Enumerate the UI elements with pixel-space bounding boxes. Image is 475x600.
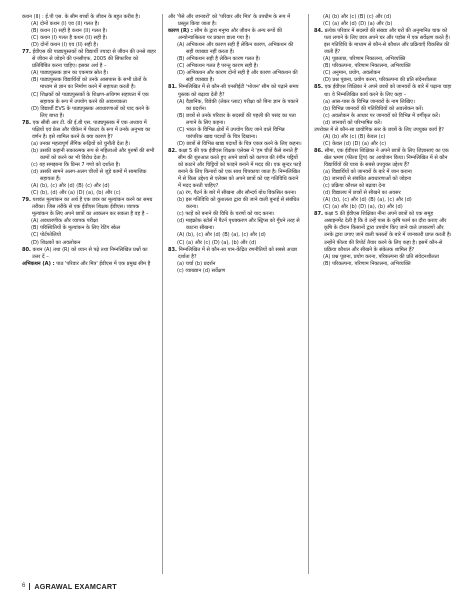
column-2: [168, 14, 302, 275]
question-number: 81.: [168, 84, 177, 91]
question-number: 77.: [22, 49, 31, 56]
answer-option: (a) रंग, पैटर्न के बारे में सीखना और सौन्दर्य बोध विकसित करना।: [177, 190, 297, 197]
column-3: [314, 14, 452, 268]
answer-option: (A) (b) और (c) (B) केवल (c): [323, 133, 386, 140]
statement: [168, 28, 302, 42]
answer-option: (A) अवधारणीक और व्यापक परीक्षा: [31, 218, 98, 225]
question-number: 87.: [314, 211, 323, 218]
statement: [168, 14, 302, 28]
answer-option: (d) उसकी सामने अलग-अलग चीजों से जुड़े कामों में सामाजिक सहायता हैं।: [31, 169, 147, 183]
answer-option: (c) अवलोकन के आधार पर जानवरों को विभिन्न में वर्गीकृत करें।: [323, 112, 440, 119]
answer-option: (B) छात्रों से उनके परिवार के सदस्यों की पहली की पसंद का पता लगाने के लिए कहना।: [177, 112, 296, 126]
answer-option: (C) अनुमान, प्रयोग, अवलोकन: [323, 70, 381, 77]
footer-divider: [29, 583, 30, 590]
answer-option: (C) भारत के विभिन्न क्षेत्रों में उपयोग किए जाने वाले विभिन्न पारंपरिक खाद्य पदार्थों के चित्र दिखाना।: [177, 126, 285, 140]
answer-option: (C) (a) और (b) (D) (a), (b) और (d): [323, 204, 403, 211]
answer-option: (a) विद्यार्थियों को जानवरों के बारे में जान कराना: [323, 169, 412, 176]
question: [314, 84, 452, 98]
answer-option: (c) प्रक्रिया कौशल को बढ़ावा देना: [323, 183, 386, 190]
statement-text: सीम के द्वारा मनुष्य और जीवन के अन्य रूपों की अन्योन्याश्रितता पर प्रकाश डाला गया है।: [178, 28, 283, 42]
question-text: एक ईवीएस शिक्षिका ने अपने छात्रों को जानवरों के बारे में पढ़ाना चाहा था। वे निम्नलिखित कार्य करने के लिए कहा –: [324, 84, 452, 98]
statement-text: उपरोक्त में से कौन-सा प्रायोगिक स्तर के छात्रों के लिए उपयुक्त कार्य है?: [314, 126, 444, 133]
answer-option: (B) परिस्थितियों के मूल्यांकन के लिए रेटिंग स्केल: [31, 225, 121, 232]
question-text: कक्षा 5 की ईवीएस शिक्षिका नीना अपने छात्रों को एक समूह असाइनमेंट देती है कि वे उन्हें पास के कृषि फार्म का दौरा कराए और कृषि के दौरान किसानों द्वारा उपयोग किए जाने वाले उपकरणों और उनके द्वारा उगाए जाने वाली फसलों के बारे में जानकारी प्राप्त करती है। उन्होंने फील्ड की रिपोर्ट तैयार करने के लिए कहा है। इसमें कौन-से प्रक्रिया कौशल और सीखने के संकेतक शामिल हैं?: [324, 211, 452, 253]
answer-option: (d) विद्यालय में छात्रों से सीखने का अवसर: [323, 190, 401, 197]
question: [168, 247, 302, 261]
answer-option: (D) विद्यार्थी EVS के पाठ्यपुस्तक अवधारणाओं को याद करने के लिए बाध्य है।: [31, 105, 150, 119]
statement-text: और 'पैसे और जानवरों' को 'परिवार और मित्र' के उपधीम के रूप में प्रस्तुत किया जाता है।: [168, 14, 291, 28]
statement-text: पाठ 'परिवार और मित्र' ईवीएस में एक प्रमुख सीम है: [56, 260, 151, 267]
answer-option: (B) परिकल्पना, परिणाम निकालना, अभिव्यक्ति: [323, 63, 411, 70]
answer-option: (D) प्रश्न पूछना, प्रयोग करना, परिकल्पना की प्रति संदेनशीलता: [323, 77, 437, 84]
answer-option: (d) जानवरों को परिभाषित करें।: [323, 119, 382, 126]
statement: [314, 127, 452, 134]
question-text: कथन (A) तथा (R) को ध्यान से पढ़े तथा निम्नलिखित प्रश्नों का उत्तर दें –: [32, 246, 148, 260]
answer-option: (a) चर्चा (b) प्रदर्शन: [177, 260, 216, 267]
publisher-brand: AGRAWAL EXAMCART: [34, 581, 117, 591]
answer-option: (b) जानवरों से संबंधित अवधारणाओं को जोड़ना: [323, 176, 412, 183]
answer-option: (b) विभिन्न जानवरों की गतिविधियों को अवलोकन करें।: [323, 105, 424, 112]
statement-text: कथन (II) : ई.पी एस. के सीम बच्चों के जीवन के बहुत करीब है।: [22, 14, 140, 20]
answer-option: (C) (b), (d) और (a) (D) (a), (b) और (c): [31, 190, 121, 197]
statement: [22, 14, 156, 21]
answer-option: (C) केवल (d) (D) (a) और (c): [323, 140, 387, 147]
question: [314, 148, 452, 169]
question-text: यशवंत मूल्यांकन का अर्थ है एक छात्र का मूल्यांकन करने का समग्र तरीका। जिस तरीके से एक ईवीएस शिक्षक ईवीएस। व्यापक मूल्यांकन के लिए अपने छात्रों का आकलन कर सकता है वह है –: [32, 197, 153, 218]
answer-option: (d) माइक्रोफ़ स्टोर्स में पैटर्न पृथक्करण और स्ट्रिप्स को गूँथने तरह से काटना सीखना।: [177, 218, 300, 232]
question-text: कक्षा 5 की एक ईवीएस शिक्षक एलेक्स ने 'हम चीज़ें कैसे बनाते हैं' सीम की शुरुआत करते हुए अपने छात्रों को कागज की रंगीन पट्टियों को काटने और चिट्टियों को फाड़ने बनाने में मदद की। एक सुन्दर फाड़ें बनाने के लिए किनारों को एक साथ चिपकाया जाता है। निम्नलिखित में से किस उद्देश्य से एलेक्स को अपने छात्रों को यह गतिविधि कराने में मदद करती चाहिए?: [178, 147, 302, 190]
answer-option: (B) कथन (I) सही है कथन (II) गलत है।: [31, 28, 108, 35]
statement-label: अभिकथन (A) :: [22, 260, 55, 267]
answer-option: (C) अभिकथन गलत है परन्तु कारण सही है।: [177, 63, 259, 70]
question-text: निम्नलिखित में से कौन-सी एनसीईटी 'भोजन' सीम को पढ़ाने समय पुस्तक को बढ़ावा देती है?: [178, 84, 299, 98]
column-divider: [308, 14, 309, 574]
answer-option: (D) अभिकथन और कारण दोनों सही है और कारण अभिकथन की सही व्याख्या है।: [177, 70, 298, 84]
answer-option: (A) दोनों कथन (I) एव (II) गलत है।: [31, 21, 100, 28]
page-footer: [22, 580, 117, 592]
answer-option: (B) परिकल्पना, परिणाम निकालना, अभिव्यक्ति: [323, 260, 411, 267]
question-number: 86.: [314, 147, 323, 154]
answer-option: (A) (b), (c) और (d) (B) (a), (c) और (d): [177, 232, 266, 239]
answer-option: (C) (a) और (d) (D) (a) और (b): [323, 21, 393, 28]
question: [314, 28, 452, 56]
answer-option: (b) इस गतिविधि को कुशलता द्वारा की जाने वाली बुनाई से संबंधित करना।: [177, 197, 300, 211]
answer-option: (A) प्रश्न पूछना, प्रयोग करना, परिकल्पना की प्रति संवेदनशीलता: [323, 253, 439, 260]
answer-option: (c) यह समझाना कि प्रिन्स 7 गणो को दर्शाता है।: [31, 161, 121, 168]
question-text: एक सीबी आर टी. की ई.बी एस. पाठ्यपुस्तक में एक अध्याय में पक्षियों एवं फ्रेस और चीकेन में पेंकटर के रूप में उनके अनुभव का वर्णन है। इसे शामिल करने के क्या कारण है?: [32, 119, 151, 140]
answer-option: (A) अभिकथन और कारण सही हैं लेकिन कारण, अभिकथन की सही व्याख्या नहीं करता है।: [177, 42, 294, 56]
question-number: 80.: [22, 246, 31, 253]
question-text: सीमा, एक ईवीएस शिक्षिका ने अपने छात्रों के लिए जिज्ञासाएं का एक खेल भ्रमण (फील्ड ट्रिप) का आयोजन किया। निम्नलिखित में से कौन विद्यार्थियों की यात्रा के सबसे उपयुक्त उद्देश्य हैं?: [324, 147, 449, 168]
statement-label: कारण (R) :: [168, 28, 193, 35]
question: [168, 84, 302, 98]
question: [22, 247, 156, 261]
answer-option: (B) पाठ्यपुस्तक विद्यार्थियों को उनके आसपास के सभी प्रोतों के माध्यम से ज्ञान का निर्माण करने में सहायता करती है।: [31, 77, 147, 91]
page-number: 6: [22, 583, 26, 589]
answer-option: (D) दोनों कथन (I) एव (II) सही है।: [31, 42, 98, 49]
question-text: निम्नलिखित में से कौन-सा पान-केंद्रित रणनीतियों को सबसे अच्छा दर्शाता है?: [178, 246, 298, 260]
question-number: 82.: [168, 147, 177, 154]
answer-option: (C) शिक्षकों को पाठ्यपुस्तकों के शिक्षण-अधिगम सहायता में एक सहायक के रूप में उपयोग करने की आवश्यकता: [31, 91, 149, 105]
column-divider: [162, 14, 163, 574]
answer-option: (A) पूछताछ, परिणाम निकालना, अभिव्यक्ति: [323, 56, 406, 63]
answer-option: (C) कथन (I) गलत है कथन (II) सही है।: [31, 35, 108, 42]
column-1: [22, 14, 156, 268]
question: [22, 49, 156, 70]
answer-option: (c) फाड़ें को बनाने की विधि के चरणों को याद करना।: [177, 211, 275, 218]
answer-option: (b) उसकी कहानी सकारत्मक रूप से महिलाओं और पुरुषों की सभी कामों को करने का भी विरोध देता है।: [31, 147, 155, 161]
answer-option: (a) आस-पास के विभिन्न जानवरों के नाम लिखिए।: [323, 98, 415, 105]
answer-option: (A) (b), (c) और (d) (B) (a), (c) और (d): [323, 197, 412, 204]
question-number: 79.: [22, 197, 31, 204]
answer-option: (C) पोर्टफोलियो: [31, 232, 61, 239]
answer-option: (D) छात्रों से विभिन्न खाद्य पदार्थों के चित्र एकत्र करने के लिए कहना।: [177, 140, 302, 147]
question-number: 78.: [22, 119, 31, 126]
question: [168, 148, 302, 190]
answer-option: (D) शिक्षकों का अवलोकन: [31, 239, 81, 246]
answer-option: (A) (b), (c) और (d) (B) (c) और (d): [31, 183, 110, 190]
answer-option: (B) अभिकथन सही है लेकिन कारण गलत है।: [177, 56, 261, 63]
question: [22, 120, 156, 141]
answer-option: (A) वैज्ञानिक, विवेकी (लेकर प्लाट) परीक्षा को बिना ज्ञान के पकाने का प्रदर्शन।: [177, 98, 299, 112]
question-number: 85.: [314, 84, 323, 91]
question: [314, 211, 452, 253]
answer-option: (A) (b) और (c) (B) (c) और (d): [323, 14, 392, 20]
question-number: 84.: [314, 28, 323, 35]
question: [22, 197, 156, 218]
question-text: ईवीएस की पाठ्यपुस्तकों को विद्यार्थी ज्यादा से जीवन की उनसे बाहर से जीवन से जोड़ने की एनसीएफ, 2005 की सिफारिश को प्रतिबिंबित करना चाहिए। इसका अर्थ है –: [32, 49, 156, 70]
question-text: प्रत्येक परिवार में सदस्यों की संख्या और घरों की अनुमानित चाक को पता लगाने के लिए छात्र अपने घर और पड़ोस में एक सर्वेक्षण करते हैं। इस गतिविधि के माध्यम से कौन-से कौशल और प्रक्रियाएँ विकसित की जाती हैं?: [324, 28, 450, 56]
statement: [22, 261, 156, 268]
question-number: 83.: [168, 246, 177, 253]
answer-option: (a) उनका महत्वपूर्ण लैंगिक रूढ़ियों को चुनौती देता है।: [31, 140, 130, 147]
answer-option: (c) व्याख्यान (d) सर्वेक्षण: [177, 267, 226, 274]
answer-option: (A) पाठ्यपुस्तक ज्ञान का एकमात्र स्रोत है।: [31, 70, 109, 77]
answer-option: (C) (a) और (c) (D) (a), (b) और (d): [177, 239, 257, 246]
